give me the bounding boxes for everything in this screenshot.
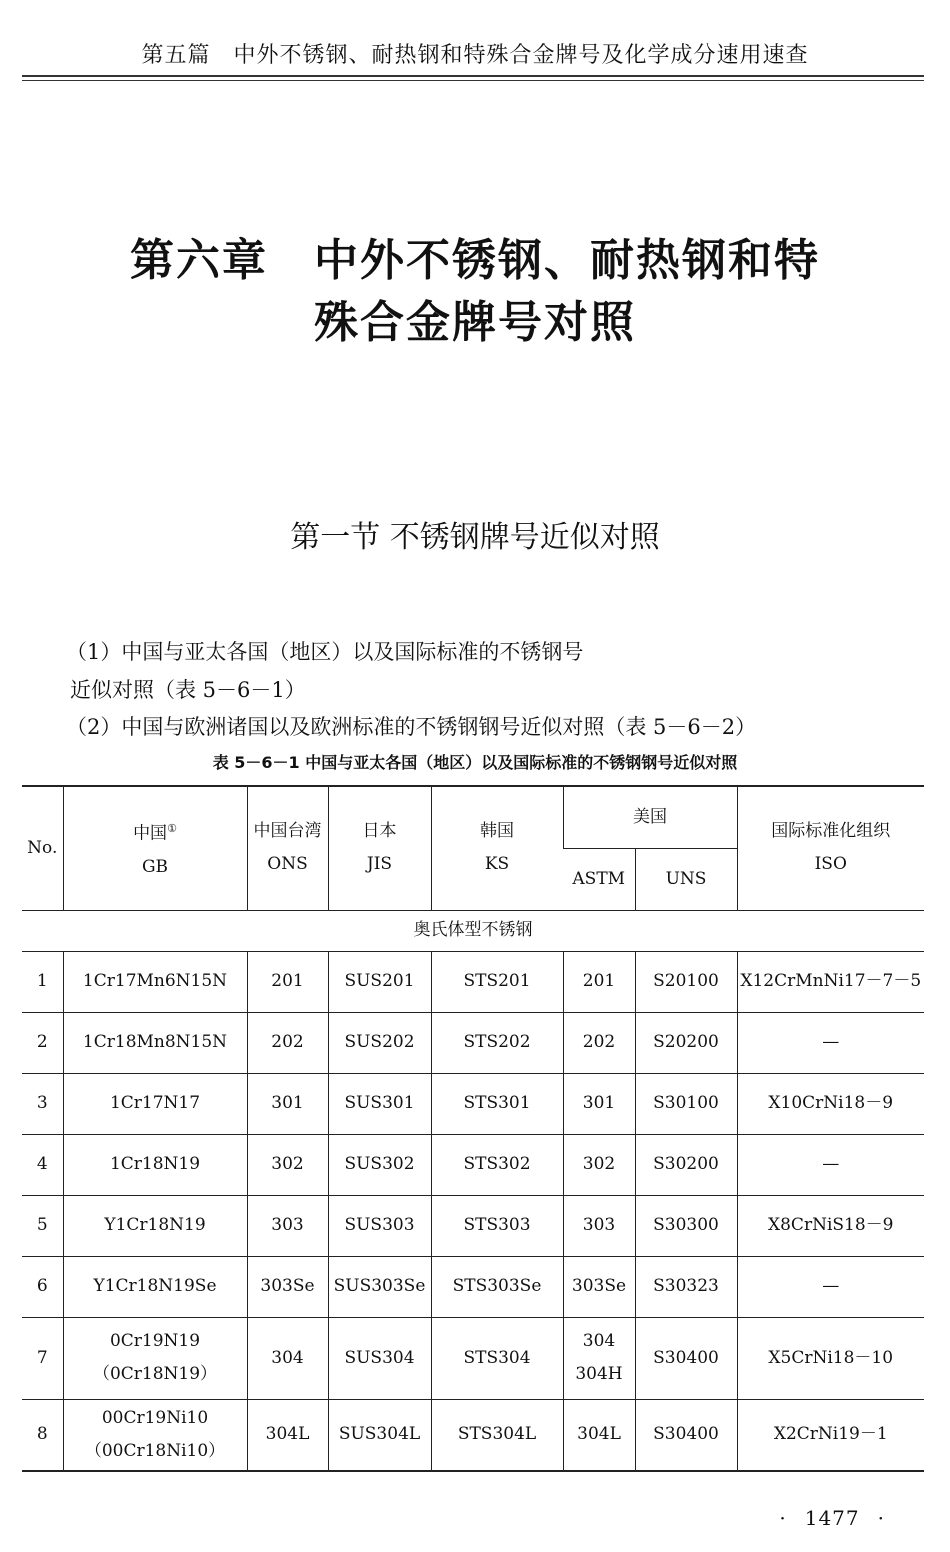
- toc-item-1-line-1: （1）中国与亚太各国（地区）以及国际标准的不锈钢号: [66, 640, 584, 664]
- header-china-label: 中国: [133, 824, 168, 845]
- cell-ons: 201: [247, 951, 328, 1012]
- cell-gb: [63, 1399, 247, 1471]
- cell-uns: S20200: [635, 1012, 737, 1073]
- cell-iso: —: [737, 1256, 924, 1317]
- cell-gb: Y1Cr18N19: [63, 1195, 247, 1256]
- toc-item-2: （2）中国与欧洲诸国以及欧洲标准的不锈钢钢号近似对照（表 5－6－2）: [66, 715, 757, 739]
- table-row: [22, 951, 924, 1012]
- cell-ks: STS303: [431, 1195, 563, 1256]
- cell-no: 4: [22, 1134, 63, 1195]
- cell-iso: —: [737, 1134, 924, 1195]
- cell-ks: STS304: [431, 1317, 563, 1399]
- table-row: [22, 1073, 924, 1134]
- cell-jis: SUS303Se: [328, 1256, 431, 1317]
- chapter-title-line-2: 殊合金牌号对照: [314, 297, 636, 348]
- header-iso: 国际标准化组织 ISO: [737, 786, 924, 910]
- toc-item-1-line-2: 近似对照（表 5－6－1）: [70, 678, 306, 702]
- footnote-marker: ①: [167, 822, 177, 836]
- cell-astm: 303Se: [563, 1256, 635, 1317]
- cell-jis: SUS304: [328, 1317, 431, 1399]
- cell-astm: 302: [563, 1134, 635, 1195]
- cell-gb-line-2: （00Cr18Ni10）: [84, 1440, 226, 1461]
- cell-no: 2: [22, 1012, 63, 1073]
- cell-uns: S30323: [635, 1256, 737, 1317]
- cell-gb: [63, 1317, 247, 1399]
- table-row: [22, 1134, 924, 1195]
- cell-gb: 1Cr17Mn6N15N: [63, 951, 247, 1012]
- cell-astm: 304L: [563, 1399, 635, 1471]
- header-china-std: GB: [141, 857, 169, 878]
- cell-ks: STS302: [431, 1134, 563, 1195]
- header-rule-thin: [22, 80, 924, 81]
- header-rule: [22, 75, 924, 77]
- cell-jis: SUS303: [328, 1195, 431, 1256]
- table-row: [22, 1195, 924, 1256]
- cell-astm: [563, 1317, 635, 1399]
- page-number: · 1477 ·: [779, 1506, 885, 1530]
- header-uns: UNS: [635, 848, 737, 910]
- cell-uns: S30200: [635, 1134, 737, 1195]
- cell-ons: 304: [247, 1317, 328, 1399]
- cell-ons: 303Se: [247, 1256, 328, 1317]
- cell-astm: 201: [563, 951, 635, 1012]
- table-row: [22, 1256, 924, 1317]
- header-no: No.: [22, 786, 63, 910]
- cell-gb: 1Cr18N19: [63, 1134, 247, 1195]
- cell-iso: X2CrNi19－1: [737, 1399, 924, 1471]
- cell-uns: S30400: [635, 1317, 737, 1399]
- cell-jis: SUS301: [328, 1073, 431, 1134]
- cell-jis: SUS304L: [328, 1399, 431, 1471]
- table-caption: 表 5－6－1 中国与亚太各国（地区）以及国际标准的不锈钢钢号近似对照: [212, 753, 738, 772]
- cell-ons: 303: [247, 1195, 328, 1256]
- cell-gb: 1Cr18Mn8N15N: [63, 1012, 247, 1073]
- chapter-title: [0, 230, 950, 354]
- header-korea: 韩国 KS: [431, 786, 563, 910]
- table-row: [22, 1317, 924, 1399]
- cell-ons: 202: [247, 1012, 328, 1073]
- cell-no: 3: [22, 1073, 63, 1134]
- cell-uns: S30400: [635, 1399, 737, 1471]
- cell-no: 8: [22, 1399, 63, 1471]
- cell-no: 7: [22, 1317, 63, 1399]
- cell-gb-line-1: 00Cr19Ni10: [101, 1407, 209, 1428]
- cell-no: 5: [22, 1195, 63, 1256]
- grade-comparison-table: [22, 785, 924, 1472]
- cell-ons: 302: [247, 1134, 328, 1195]
- cell-astm: 301: [563, 1073, 635, 1134]
- cell-jis: SUS302: [328, 1134, 431, 1195]
- chapter-title-line-1: 第六章 中外不锈钢、耐热钢和特: [130, 235, 820, 286]
- cell-ks: STS304L: [431, 1399, 563, 1471]
- cell-no: 6: [22, 1256, 63, 1317]
- header-astm: ASTM: [563, 848, 635, 910]
- running-head: 第五篇 中外不锈钢、耐热钢和特殊合金牌号及化学成分速用速查: [141, 43, 809, 68]
- cell-ks: STS303Se: [431, 1256, 563, 1317]
- header-japan: 日本 JIS: [328, 786, 431, 910]
- cell-gb: Y1Cr18N19Se: [63, 1256, 247, 1317]
- cell-gb: 1Cr17N17: [63, 1073, 247, 1134]
- cell-uns: S30300: [635, 1195, 737, 1256]
- cell-astm: 202: [563, 1012, 635, 1073]
- cell-uns: S30100: [635, 1073, 737, 1134]
- cell-ks: STS202: [431, 1012, 563, 1073]
- header-usa: 美国: [563, 786, 737, 848]
- cell-ks: STS201: [431, 951, 563, 1012]
- cell-iso: —: [737, 1012, 924, 1073]
- cell-astm-line-1: 304: [582, 1331, 616, 1351]
- group-label-austenitic: 奥氏体型不锈钢: [22, 910, 924, 951]
- cell-iso: X10CrNi18－9: [737, 1073, 924, 1134]
- cell-ons: 301: [247, 1073, 328, 1134]
- table-row: [22, 1399, 924, 1471]
- cell-iso: X12CrMnNi17－7－5: [737, 951, 924, 1012]
- cell-uns: S20100: [635, 951, 737, 1012]
- cell-gb-line-1: 0Cr19N19: [109, 1331, 201, 1351]
- cell-gb-line-2: （0Cr18N19）: [92, 1364, 218, 1384]
- cell-astm-line-2: 304H: [575, 1364, 623, 1384]
- cell-jis: SUS201: [328, 951, 431, 1012]
- cell-iso: X8CrNiS18－9: [737, 1195, 924, 1256]
- cell-astm: 303: [563, 1195, 635, 1256]
- cell-jis: SUS202: [328, 1012, 431, 1073]
- cell-ks: STS301: [431, 1073, 563, 1134]
- cell-ons: 304L: [247, 1399, 328, 1471]
- cell-no: 1: [22, 951, 63, 1012]
- section-title: 第一节 不锈钢牌号近似对照: [290, 520, 660, 555]
- header-taiwan: 中国台湾 ONS: [247, 786, 328, 910]
- header-china: [63, 786, 247, 910]
- table-row: [22, 1012, 924, 1073]
- cell-iso: X5CrNi18－10: [737, 1317, 924, 1399]
